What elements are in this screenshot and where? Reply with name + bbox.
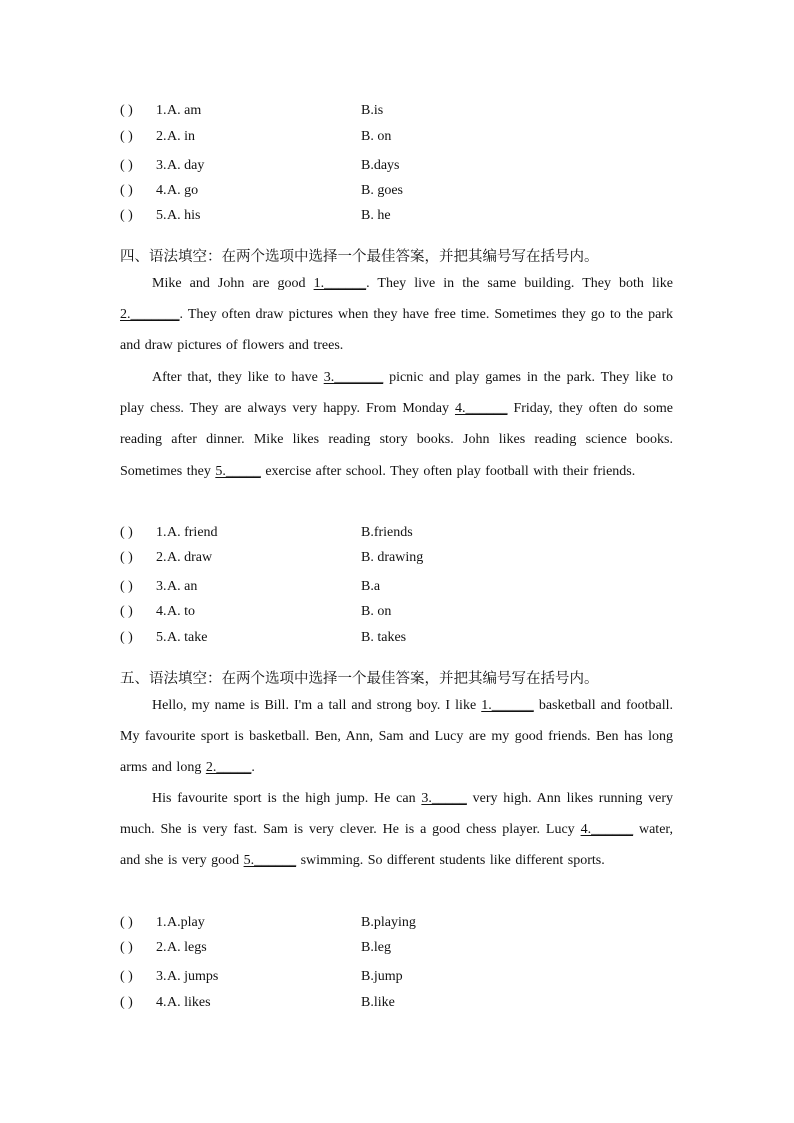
option-a: A. in — [167, 129, 195, 144]
question-number: 1. — [156, 915, 167, 930]
passage-text: swimming. So different students like different sports. — [296, 853, 605, 869]
passage-text: Hello, my name is Bill. I'm a tall and strong boy. I like — [152, 698, 482, 713]
section5-passage-paragraph-1 — [120, 690, 673, 784]
question-number: 1. — [156, 103, 167, 118]
blank-5: 5.______ — [243, 853, 297, 869]
option-b: B.playing — [361, 915, 416, 930]
section4-passage-paragraph-2 — [120, 362, 673, 487]
option-a: A. day — [167, 158, 205, 173]
question-number: 4. — [156, 604, 167, 619]
option-b: B. goes — [361, 183, 403, 198]
question-number: 5. — [156, 208, 167, 223]
answer-bracket: ( ) — [120, 579, 133, 594]
option-a: A. likes — [167, 995, 211, 1010]
option-b: B. on — [361, 604, 392, 619]
option-b: B. drawing — [361, 550, 424, 565]
passage-text: water, and she is very good — [120, 822, 674, 869]
question-number: 2. — [156, 940, 167, 955]
option-a: A. draw — [167, 550, 213, 565]
blank-1: 1.______ — [313, 276, 367, 291]
option-a: A.play — [167, 915, 205, 930]
option-b: B. on — [361, 129, 392, 144]
question-number: 2. — [156, 129, 167, 144]
blank-5: 5._____ — [215, 463, 261, 479]
blank-1: 1.______ — [481, 698, 534, 713]
passage-text: . They often draw pictures when they have free time. Sometimes they go to the park and draw pictures of flowers and trees. — [120, 307, 673, 354]
option-a: A. friend — [167, 525, 218, 540]
question-number: 4. — [156, 183, 167, 198]
option-b: B.is — [361, 103, 384, 118]
option-b: B.leg — [361, 940, 391, 955]
section5-heading: 五、语法填空：在两个选项中选择一个最佳答案，并把其编号写在括号内。 — [120, 671, 599, 687]
option-b: B.like — [361, 995, 395, 1010]
passage-text: . They live in the same building. They both like — [366, 276, 673, 291]
answer-bracket: ( ) — [120, 550, 133, 565]
blank-3: 3._____ — [421, 791, 467, 806]
option-a: A. go — [167, 183, 199, 198]
answer-bracket: ( ) — [120, 969, 133, 984]
option-b: B.days — [361, 158, 400, 173]
question-number: 3. — [156, 969, 167, 984]
answer-bracket: ( ) — [120, 604, 133, 619]
answer-bracket: ( ) — [120, 630, 133, 645]
passage-text: Mike and John are good — [152, 276, 314, 291]
answer-bracket: ( ) — [120, 208, 133, 223]
blank-2: 2._______ — [120, 307, 180, 323]
answer-bracket: ( ) — [120, 940, 133, 955]
question-number: 2. — [156, 550, 167, 565]
answer-bracket: ( ) — [120, 995, 133, 1010]
question-number: 3. — [156, 158, 167, 173]
passage-text: basketball and football. My favourite sport is basketball. Ben, Ann, Sam and Lucy are my good friends. Ben has long arms and long — [120, 698, 673, 776]
passage-text: very high. Ann likes running very much. She is very fast. Sam is very clever. He is a good chess player. Lucy — [120, 791, 674, 838]
passage-text: . — [251, 760, 255, 776]
answer-bracket: ( ) — [120, 183, 133, 198]
passage-text: After that, they like to have — [152, 370, 324, 385]
option-b: B. he — [361, 208, 391, 223]
section5-passage-paragraph-2 — [120, 783, 673, 877]
option-a: A. his — [167, 208, 201, 223]
question-number: 3. — [156, 579, 167, 594]
answer-bracket: ( ) — [120, 525, 133, 540]
option-a: A. jumps — [167, 969, 219, 984]
option-b: B.friends — [361, 525, 413, 540]
option-a: A. take — [167, 630, 208, 645]
option-a: A. to — [167, 604, 195, 619]
option-b: B.jump — [361, 969, 403, 984]
option-b: B.a — [361, 579, 381, 594]
answer-bracket: ( ) — [120, 103, 133, 118]
passage-text: Friday, they often do some reading after dinner. Mike likes reading story books. John likes reading science books. Sometimes they — [120, 401, 673, 479]
passage-text: picnic and play games in the park. They like to play chess. They are always very happy. From Monday — [120, 370, 673, 417]
section4-passage-paragraph-1 — [120, 268, 673, 362]
blank-4: 4.______ — [580, 822, 634, 838]
option-a: A. legs — [167, 940, 207, 955]
passage-text: His favourite sport is the high jump. He can — [152, 791, 422, 806]
blank-3: 3._______ — [323, 370, 384, 385]
section4-heading: 四、语法填空：在两个选项中选择一个最佳答案，并把其编号写在括号内。 — [120, 249, 599, 265]
passage-text: exercise after school. They often play football with their friends. — [260, 463, 636, 479]
question-number: 5. — [156, 630, 167, 645]
blank-4: 4.______ — [454, 401, 508, 417]
option-a: A. an — [167, 579, 198, 594]
answer-bracket: ( ) — [120, 915, 133, 930]
option-b: B. takes — [361, 630, 407, 645]
question-number: 1. — [156, 525, 167, 540]
option-a: A. am — [167, 103, 202, 118]
answer-bracket: ( ) — [120, 158, 133, 173]
question-number: 4. — [156, 995, 167, 1010]
answer-bracket: ( ) — [120, 129, 133, 144]
blank-2: 2._____ — [205, 760, 252, 776]
